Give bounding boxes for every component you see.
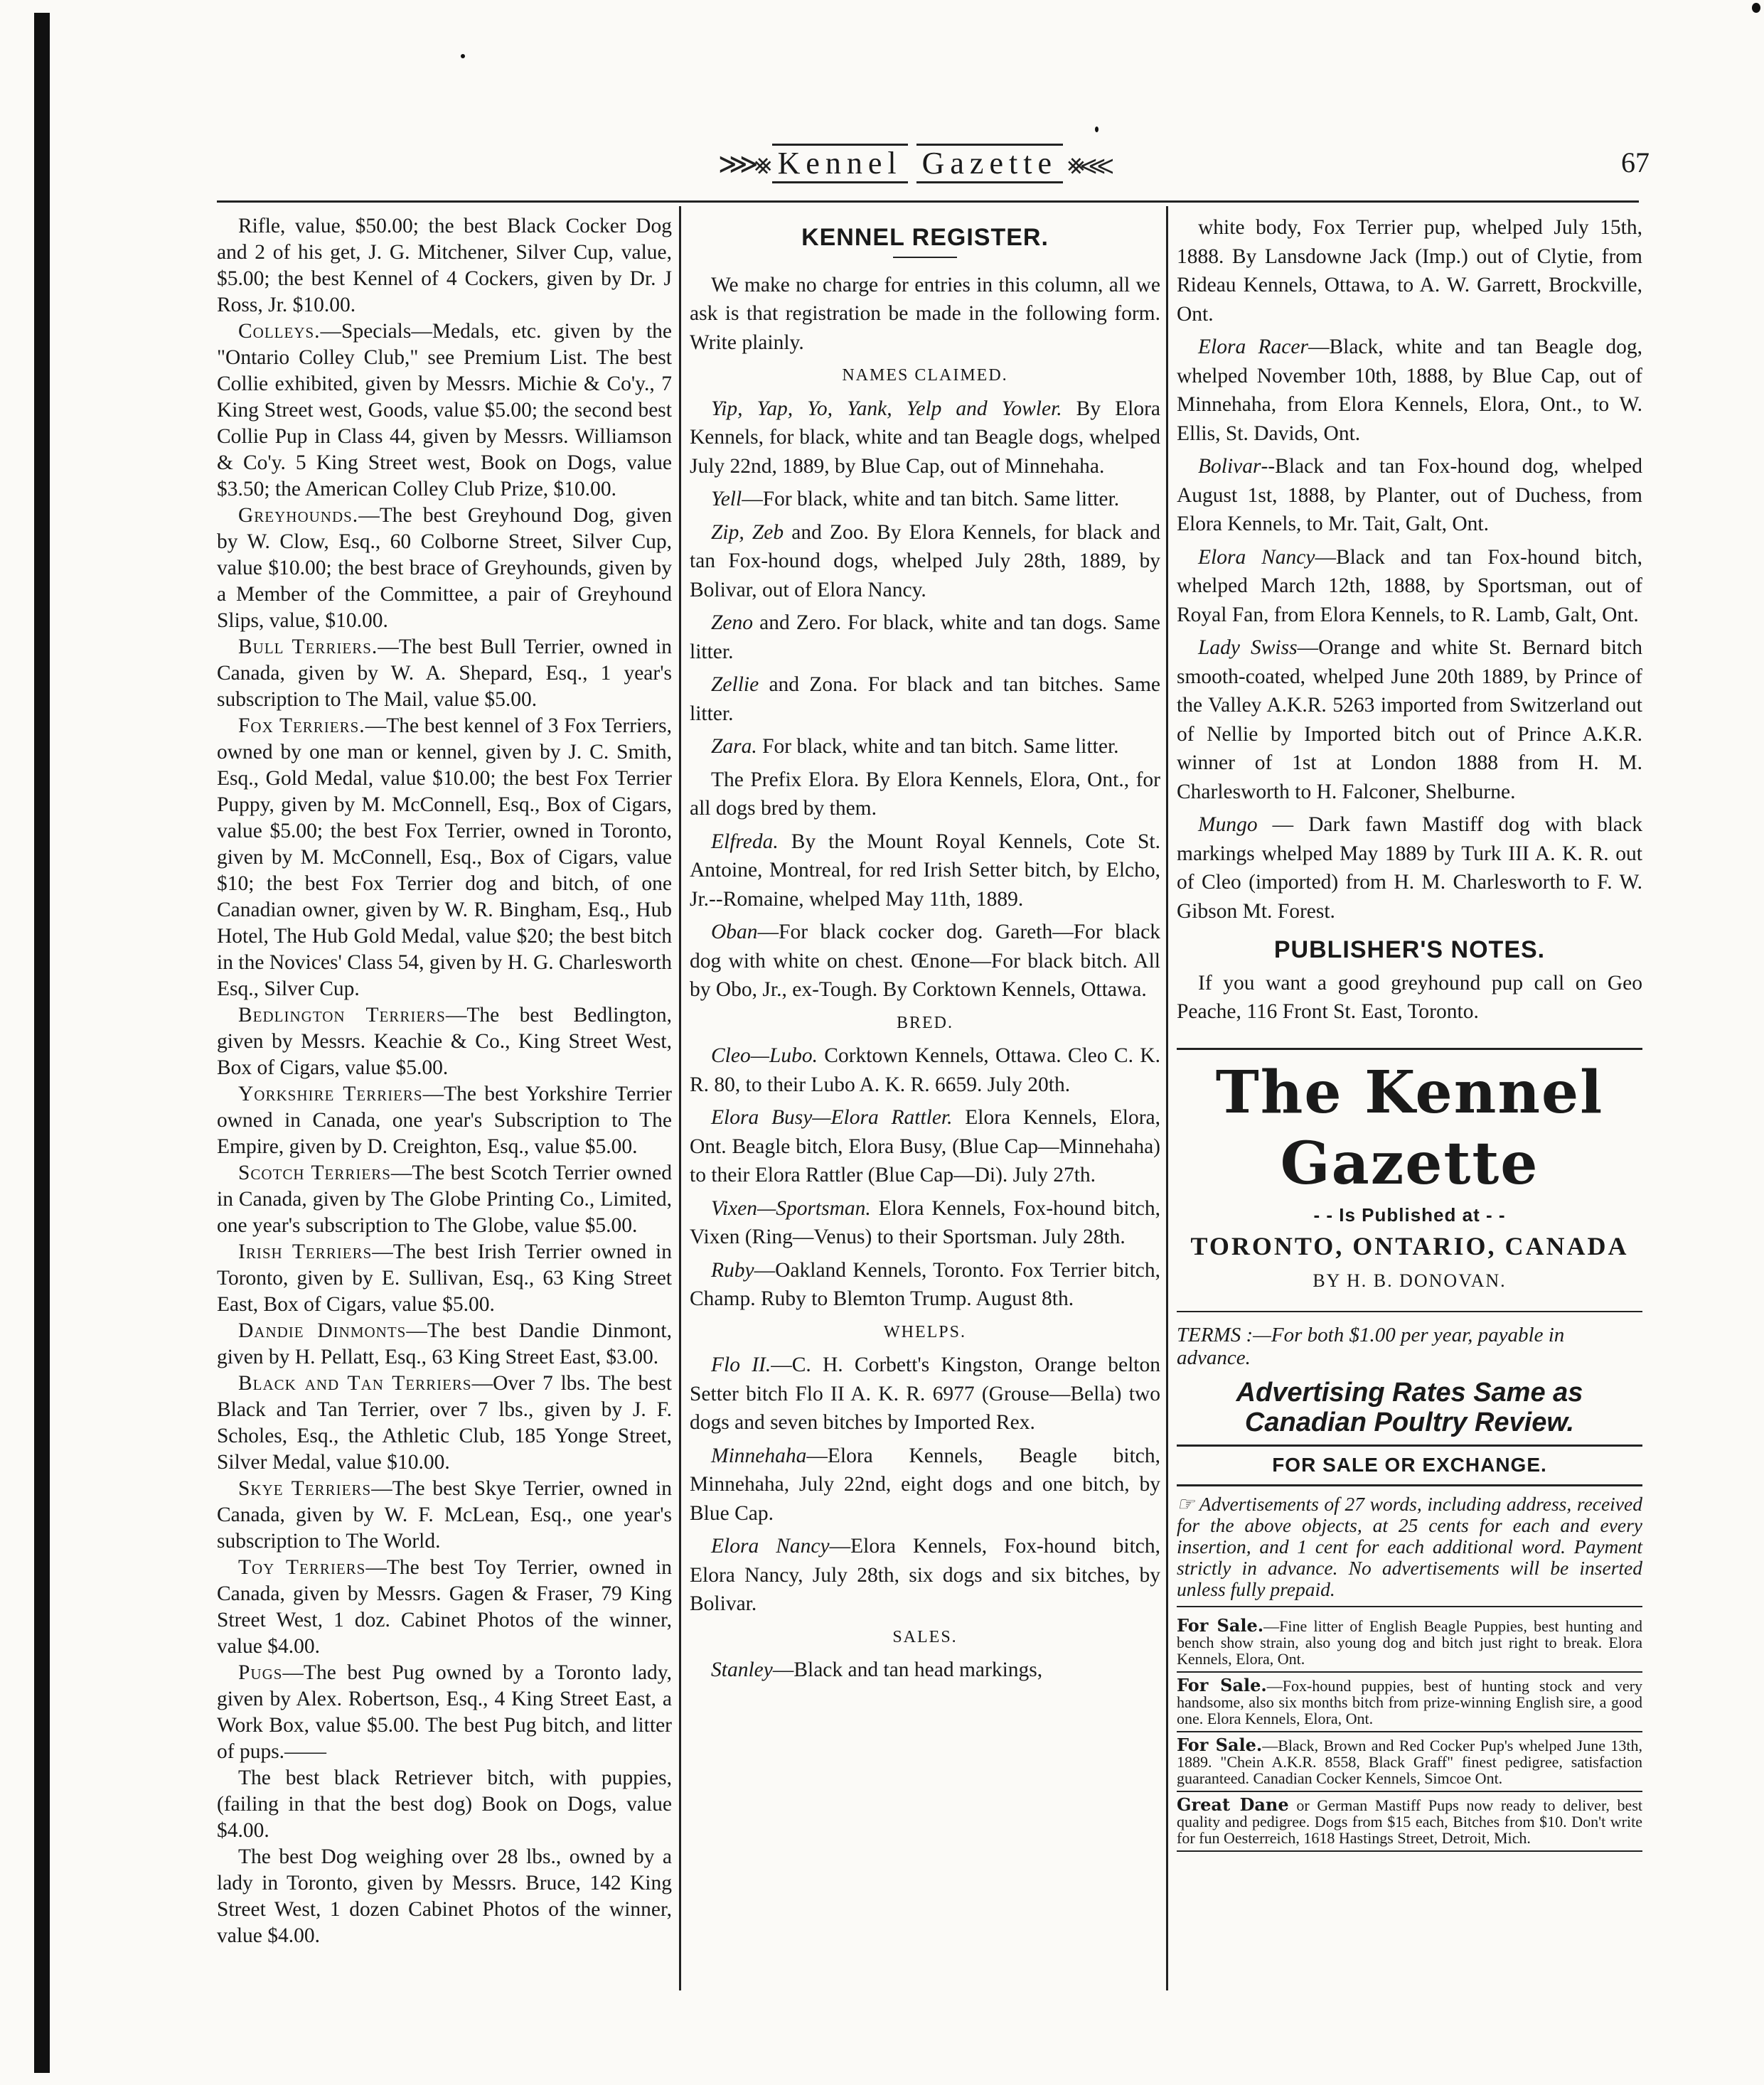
prize-paragraph — [217, 1318, 672, 1371]
classified-ad-key: Great Dane — [1177, 1794, 1289, 1815]
classified-ad-key: For Sale. — [1177, 1674, 1267, 1695]
classified-ad-text: —Black, Brown and Red Cocker Pup's whelped June 13th, 1889. "Chein A.K.R. 8558, Black Graff" finest pedigree, satisfaction guaranteed. Canadian Cocker Kennels, Simcoe Ont. — [1177, 1736, 1642, 1787]
masthead — [700, 141, 1127, 186]
classified-ad-key: For Sale. — [1177, 1614, 1264, 1636]
names-claimed-entry — [690, 827, 1160, 914]
sales-entry — [1177, 333, 1642, 448]
prize-paragraph — [217, 1081, 672, 1160]
prize-category: Colleys. — [238, 320, 321, 343]
masthead-title-left: Kennel — [772, 144, 908, 183]
ink-speck — [1752, 3, 1760, 13]
sales-continued-list — [1177, 213, 1642, 926]
names-claimed-entry — [690, 766, 1160, 823]
names-claimed-entry-name: Yip, Yap, Yo, Yank, Yelp and Yowler. — [711, 397, 1062, 420]
sales-entry-name: Stanley — [711, 1658, 773, 1681]
subscription-terms: TERMS :—For both $1.00 per year, payable in advance. — [1177, 1311, 1642, 1369]
classified-ads — [1177, 1613, 1642, 1852]
prize-text: —The best Skye Terrier, owned in Canada, given by W. F. McLean, Esq., one year's subscription to The World. — [217, 1477, 673, 1553]
prize-list-column — [217, 213, 672, 1949]
whelps-entry-text: —Elora Kennels, Beagle bitch, Minnehaha, July 22nd, eight dogs and one bitch, by Blue Cap. — [690, 1444, 1160, 1525]
prize-paragraph — [217, 1660, 672, 1765]
names-claimed-entry-name: Yell — [711, 488, 742, 510]
classified-ad — [1177, 1613, 1642, 1673]
bred-entry-text: Corktown Kennels, Ottawa. Cleo C. K. R. 80, to their Lubo A. K. R. 6659. July 20th. — [690, 1044, 1160, 1096]
names-claimed-entry-name: Zip, Zeb — [711, 520, 784, 544]
prize-category: Skye Terriers — [238, 1477, 372, 1500]
names-claimed-entry-name: Elfreda. — [711, 830, 779, 853]
sales-entry-name: Mungo — [1198, 813, 1258, 836]
names-claimed-entry-text: The Prefix Elora. By Elora Kennels, Elora, Ont., for all dogs bred by them. — [690, 768, 1160, 820]
ink-speck — [1095, 127, 1099, 132]
bred-entry-name: Ruby — [711, 1258, 754, 1282]
sales-entry-text: —Black and tan Fox-hound bitch, whelped March 12th, 1888, by Sportsman, out of Royal Fan, from Elora Kennels, to R. Lamb, Galt, Ont. — [1177, 545, 1642, 626]
whelps-entry-name: Minnehaha — [711, 1444, 807, 1467]
prize-category: Black and Tan Terriers — [238, 1372, 472, 1395]
prize-text: Rifle, value, $50.00; the best Black Cocker Dog and 2 of his get, J. G. Mitchener, Silver Cup, value, $5.00; the best Kennel of 4 Cockers, given by Dr. J Ross, Jr. $10.00. — [217, 215, 672, 316]
bred-entry-text: —Oakland Kennels, Toronto. Fox Terrier bitch, Champ. Ruby to Blemton Trump. August 8th. — [690, 1258, 1160, 1310]
sales-and-notices-column — [1177, 213, 1642, 1852]
kennel-register-column — [690, 213, 1160, 1689]
bred-entry-text: Elora Kennels, Fox-hound bitch, Vixen (Ring—Venus) to their Sportsman. July 28th. — [690, 1196, 1160, 1248]
bred-title: BRED. — [896, 1013, 953, 1032]
classified-ad-text: or German Mastiff Pups now ready to deliver, best quality and pedigree. Dogs from $15 each, Bitches from $10. Don't write for fun Oesterreich, 1618 Hastings Street, Detroit, Mich. — [1177, 1796, 1642, 1847]
masthead-ornament-right: ⨳⋘ — [1067, 147, 1110, 180]
sales-entry-name: Elora Nancy — [1198, 545, 1315, 569]
prize-category: Yorkshire Terriers — [238, 1083, 423, 1105]
prize-paragraph — [217, 318, 672, 503]
for-sale-title: FOR SALE OR EXCHANGE. — [1177, 1445, 1642, 1486]
sales-entry-text: --Black and tan Fox-hound dog, whelped August 1st, 1888, by Planter, out of Duchess, from Elora Kennels, to Mr. Tait, Galt, Ont. — [1177, 455, 1642, 535]
prize-text: —Specials—Medals, etc. given by the "Ontario Colley Club," see Premium List. The best Collie exhibited, given by Messrs. Michie & Co'y., 7 King Street west, Goods, value $5.00; the second best Collie Pup in Class 44, given by Messrs. Williamson & Co'y. 5 King Street west, Book on Dogs, value $3.50; the American Colley Club Prize, $10.00. — [217, 320, 672, 500]
prize-paragraph — [217, 1160, 672, 1239]
prize-paragraph — [217, 1239, 672, 1318]
names-claimed-title: NAMES CLAIMED. — [842, 366, 1008, 385]
whelps-entry-name: Elora Nancy — [711, 1535, 830, 1558]
classified-ad-text: —Fox-hound puppies, best of hunting stock and very handsome, also six months bitch from prize-winning English sire, a good one. Elora Kennels, Elora, Ont. — [1177, 1676, 1642, 1727]
prize-paragraph — [217, 1476, 672, 1555]
bred-entry-text: Elora Kennels, Elora, Ont. Beagle bitch, Elora Busy, (Blue Cap—Minnehaha) to their Elora Rattler (Blue Cap—Di). July 27th. — [690, 1106, 1160, 1186]
names-claimed-list — [690, 395, 1160, 1004]
prize-paragraph — [217, 1555, 672, 1660]
whelps-entry — [690, 1532, 1160, 1619]
names-claimed-entry-text: By Elora Kennels, for black, white and tan Beagle dogs, whelped July 22nd, 1889, by Blue Cap, out of Minnehaha. — [690, 397, 1161, 478]
for-sale-notice: ☞ Advertisements of 27 words, including address, received for the above objects, at 25 cents for each and every insertion, and 1 cent for each additional word. Payment strictly in advance. No advertisements will be inserted unless fully prepaid. — [1177, 1494, 1642, 1607]
publishers-notes-title: PUBLISHER'S NOTES. — [1273, 936, 1546, 963]
prize-category: Scotch Terriers — [238, 1162, 391, 1184]
whelps-entry-text: —C. H. Corbett's Kingston, Orange belton Setter bitch Flo II A. K. R. 6977 (Grouse—Bella) two dogs and seven bitches by Imported Rex. — [690, 1354, 1160, 1434]
sales-entry-text: — Dark fawn Mastiff dog with black markings whelped May 1889 by Turk III A. K. R. out of Cleo (imported) from H. M. Charlesworth to F. W. Gibson Mt. Forest. — [1177, 813, 1642, 923]
prize-category: Irish Terriers — [238, 1240, 373, 1263]
prize-text: —The best Toy Terrier, owned in Canada, given by Messrs. Gagen & Fraser, 79 King Street West, 1 doz. Cabinet Photos of the winner, value $4.00. — [217, 1556, 672, 1658]
bred-entry — [690, 1103, 1160, 1190]
prize-paragraph — [217, 1765, 672, 1844]
prize-text: The best Dog weighing over 28 lbs., owned by a lady in Toronto, given by Messrs. Bruce, 142 King Street West, 1 dozen Cabinet Photos of the winner, value $4.00. — [217, 1845, 672, 1947]
prize-text: —The best Yorkshire Terrier owned in Canada, one year's Subscription to The Empire, given by D. Creighton, Esq., value $5.00. — [217, 1083, 672, 1158]
prize-text: —The best Bedlington, given by Messrs. Keachie & Co., King Street West, Box of Cigars, value $5.00. — [217, 1004, 673, 1079]
sales-entry — [1177, 633, 1642, 806]
names-claimed-entry — [690, 395, 1160, 481]
register-intro: We make no charge for entries in this column, all we ask is that registration be made in the following form. Write plainly. — [690, 273, 1160, 354]
sales-entry-name: Lady Swiss — [1198, 636, 1298, 659]
sales-entry-name: Bolivar — [1198, 455, 1261, 478]
bred-entry-name: Elora Busy—Elora Rattler. — [711, 1106, 953, 1129]
whelps-entry — [690, 1442, 1160, 1528]
kennel-register-title: KENNEL REGISTER. — [801, 224, 1049, 251]
names-claimed-entry — [690, 918, 1160, 1004]
classified-ad — [1177, 1673, 1642, 1732]
prize-text: —The best kennel of 3 Fox Terriers, owned by one man or kennel, given by J. C. Smith, Esq., Gold Medal, value $10.00; the best Fox Terrier Puppy, given by M. McConnell, Esq., Box of Cigars, value $5.00; the best Fox Terrier, owned in Toronto, given by M. McConnell, Esq., Box of Cigars, value $10; the best Fox Terrier dog and bitch, of one Canadian owner, given by W. R. Bingham, Esq., Hub Hotel, The Hub Gold Medal, value $20; the best bitch in the Novices' Class 54, given by H. G. Charlesworth Esq., Silver Cup. — [217, 714, 672, 1000]
prize-category: Dandie Dinmonts — [238, 1319, 407, 1342]
sales-entry-text: —Orange and white St. Bernard bitch smooth-coated, whelped June 20th 1889, by Prince of the Valley A.K.R. 5263 imported from Switzerland out of Nellie by Imported bitch out of Prince A.K.R. winner of 1st at London 1888 from H. M. Charlesworth to H. Falconer, Shelburne. — [1177, 636, 1643, 803]
whelps-entry — [690, 1351, 1160, 1437]
classified-ad — [1177, 1792, 1642, 1852]
publishers-notes-text: If you want a good greyhound pup call on Geo Peache, 116 Front St. East, Toronto. — [1177, 971, 1642, 1023]
classified-ad-text: —Fine litter of English Beagle Puppies, best hunting and bench show strain, also young dog and bitch just right to break. Elora Kennels, Elora, Ont. — [1177, 1617, 1642, 1668]
sales-entry — [1177, 452, 1642, 539]
bred-entry-name: Cleo—Lubo. — [711, 1044, 818, 1067]
prize-paragraph — [217, 1002, 672, 1081]
ink-speck — [461, 54, 465, 58]
prize-category: Pugs — [238, 1661, 283, 1684]
names-claimed-entry-text: and Zoo. By Elora Kennels, for black and tan Fox-hound dogs, whelped July 28th, 1889, by Bolivar, out of Elora Nancy. — [690, 520, 1160, 601]
column-divider — [1166, 206, 1168, 1990]
prize-category: Toy Terriers — [238, 1556, 366, 1579]
prize-text: —The best Dandie Dinmont, given by H. Pellatt, Esq., 63 King Street East, $3.00. — [217, 1319, 672, 1368]
whelps-title: WHELPS. — [884, 1322, 966, 1341]
sales-entry — [1177, 213, 1642, 328]
page-number: 67 — [1621, 146, 1650, 178]
masthead-ornament-left: ⋙⨳ — [717, 147, 768, 180]
bred-entry-name: Vixen—Sportsman. — [711, 1196, 871, 1220]
names-claimed-entry — [690, 485, 1160, 514]
names-claimed-entry-text: and Zona. For black and tan bitches. Same litter. — [690, 673, 1160, 725]
bred-list — [690, 1041, 1160, 1314]
publication-place: TORONTO, ONTARIO, CANADA — [1190, 1232, 1629, 1260]
prize-text: The best black Retriever bitch, with puppies, (failing in that the best dog) Book on Dogs, value $4.00. — [217, 1767, 672, 1842]
whelps-list — [690, 1351, 1160, 1619]
prize-text: —The best Irish Terrier owned in Toronto, given by E. Sullivan, Esq., 63 King Street East, Box of Cigars, value $5.00. — [217, 1240, 672, 1316]
sales-entry-name: Elora Racer — [1198, 336, 1308, 358]
names-claimed-entry-text: —For black cocker dog. Gareth—For black dog with white on chest. Œnone—For black bitch. All by Obo, Jr., ex-Tough. By Corktown Kennels, Ottawa. — [690, 921, 1160, 1001]
classified-ad — [1177, 1732, 1642, 1792]
published-at: - - Is Published at - - — [1313, 1204, 1506, 1226]
names-claimed-entry — [690, 732, 1160, 761]
names-claimed-entry-text: By the Mount Royal Kennels, Cote St. Antoine, Montreal, for red Irish Setter bitch, by Elcho, Jr.--Romaine, whelped May 11th, 1889. — [690, 830, 1160, 911]
names-claimed-entry-name: Zellie — [711, 673, 759, 696]
prize-category: Bedlington Terriers — [238, 1004, 446, 1027]
names-claimed-entry-name: Oban — [711, 921, 758, 943]
prize-text: —Over 7 lbs. The best Black and Tan Terrier, over 7 lbs., given by J. F. Scholes, Esq., the Athletic Club, 185 Yonge Street, Silver Medal, value $10.00. — [217, 1372, 672, 1474]
sales-entry-text: —Black, white and tan Beagle dog, whelped November 10th, 1888, by Blue Cap, out of Minnehaha, from Elora Kennels, Elora, Ont., to W. Ellis, St. Davids, Ont. — [1177, 336, 1642, 445]
names-claimed-entry — [690, 670, 1160, 728]
sales-entry-text: —Black and tan head markings, — [772, 1658, 1043, 1681]
prize-paragraph — [217, 1371, 672, 1476]
sales-entry — [1177, 543, 1642, 630]
sales-list — [690, 1656, 1160, 1685]
column-divider — [679, 206, 681, 1990]
classified-ad-key: For Sale. — [1177, 1734, 1263, 1755]
prize-paragraph — [217, 503, 672, 634]
bred-entry — [690, 1194, 1160, 1252]
prize-category: Bull Terriers. — [238, 636, 378, 658]
sales-entry-text: white body, Fox Terrier pup, whelped July 15th, 1888. By Lansdowne Jack (Imp.) out of Clytie, from Rideau Kennels, Ottawa, to A. W. Garrett, Brockville, Ont. — [1177, 216, 1642, 326]
names-claimed-entry — [690, 609, 1160, 666]
names-claimed-entry-text: For black, white and tan bitch. Same litter. — [757, 735, 1119, 758]
title-rule — [893, 257, 957, 258]
sales-title: SALES. — [892, 1627, 958, 1646]
sales-entry — [1177, 810, 1642, 926]
names-claimed-entry-text: and Zero. For black, white and tan dogs. Same litter. — [690, 611, 1160, 663]
whelps-entry-text: —Elora Kennels, Fox-hound bitch, Elora Nancy, July 28th, six dogs and six bitches, by Bolivar. — [690, 1535, 1160, 1615]
sales-entry — [690, 1656, 1160, 1685]
prize-text: —The best Bull Terrier, owned in Canada, given by W. A. Shepard, Esq., 1 year's subscription to The Mail, value $5.00. — [217, 636, 672, 711]
prize-paragraph — [217, 713, 672, 1002]
prize-category: Fox Terriers. — [238, 714, 365, 737]
names-claimed-entry-name: Zeno — [711, 611, 753, 634]
names-claimed-entry — [690, 518, 1160, 605]
publisher-byline: BY H. B. DONOVAN. — [1313, 1270, 1507, 1291]
masthead-title-right: Gazette — [916, 144, 1063, 183]
header-rule — [217, 200, 1639, 203]
prize-paragraph — [217, 213, 672, 318]
prize-category: Greyhounds. — [238, 504, 359, 527]
prize-text: —The best Greyhound Dog, given by W. Clow, Esq., 60 Colborne Street, Silver Cup, value $10.00; the best brace of Greyhounds, given by a Member of the Committee, a pair of Greyhound Slips, value, $10.00. — [217, 504, 672, 632]
names-claimed-entry-text: —For black, white and tan bitch. Same litter. — [742, 488, 1120, 510]
gazette-name: The Kennel Gazette — [1215, 1058, 1604, 1198]
gazette-imprint — [1177, 1048, 1642, 1486]
prize-paragraph — [217, 634, 672, 713]
prize-paragraph — [217, 1844, 672, 1949]
page-binding-edge — [34, 13, 50, 2073]
prize-text: —The best Scotch Terrier owned in Canada, given by The Globe Printing Co., Limited, one year's subscription to The Globe, value $5.00. — [217, 1162, 672, 1237]
bred-entry — [690, 1041, 1160, 1099]
names-claimed-entry-name: Zara. — [711, 735, 757, 758]
prize-text: —The best Pug owned by a Toronto lady, given by Alex. Robertson, Esq., 4 King Street East, a Work Box, value $5.00. The best Pug bitch, and litter of pups.—— — [217, 1661, 672, 1763]
bred-entry — [690, 1256, 1160, 1314]
whelps-entry-name: Flo II. — [711, 1354, 771, 1376]
advertising-rates: Advertising Rates Same as Canadian Poultry Review. — [1236, 1378, 1583, 1437]
